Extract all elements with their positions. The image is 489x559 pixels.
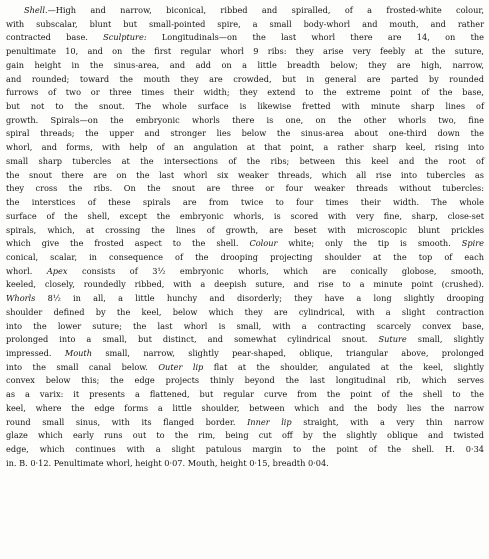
text-line xyxy=(6,361,484,375)
text-line xyxy=(6,114,484,128)
text-line xyxy=(6,224,484,238)
text-line xyxy=(6,416,484,430)
text-line xyxy=(6,31,484,45)
text-run: —High and narrow, biconical, ribbed and spiralled, of a frosted-white colour, xyxy=(47,5,484,15)
text-run: the snout there are on the last whorl six weaker threads, which all rise into tubercles as xyxy=(6,169,484,180)
text-line xyxy=(6,182,484,196)
text-run: surface of the shell, except the embryonic whorls, is scored with very fine, sharp, close-set xyxy=(6,210,484,221)
text-run: gain height in the sinus-area, and add on a little breadth below; they are high, narrow, xyxy=(6,59,484,70)
text-run: in. B. 0·12. Penultimate whorl, height 0·07. Mouth, height 0·15, breadth 0·04. xyxy=(6,457,329,468)
text-run: the interstices of these spirals are from twice to four times their width. The whole xyxy=(6,197,484,208)
text-run: they cross the ribs. On the snout are three or four weaker threads without tubercles: xyxy=(6,183,484,194)
text-line xyxy=(6,18,484,32)
text-run: penultimate 10, and on the first regular whorl 9 ribs: they arise very feebly at the suture, xyxy=(6,46,484,57)
italic-heading-term: Whorls xyxy=(6,293,36,304)
text-run: keeled, closely, roundedly ribbed, with a deepish suture, and rise to a minute point (crushed). xyxy=(6,279,484,290)
italic-heading-term: Colour xyxy=(249,238,278,249)
text-run: glaze which early runs out to the rim, being cut off by the slightly oblique and twisted xyxy=(6,430,484,441)
text-run: consists of 3½ embryonic whorls, which are conically globose, smooth, xyxy=(67,265,484,276)
text-line xyxy=(6,169,484,183)
text-run: furrows of two or three times their width; they extend to the extreme point of the base, xyxy=(6,87,484,98)
italic-heading-term: Outer lip xyxy=(158,361,204,372)
italic-heading-term: Mouth xyxy=(64,347,92,358)
text-line xyxy=(6,251,484,265)
text-run: white; only the tip is smooth. xyxy=(277,238,462,249)
text-run: small, narrow, slightly pear-shaped, oblique, triangular above, prolonged xyxy=(91,347,484,358)
text-run: but not to the snout. The whole surface is likewise fretted with minute sharp lines of xyxy=(6,101,484,112)
text-run: growth. Spirals—on the embryonic whorls there is one, on the other whorls two, fine xyxy=(6,114,484,125)
italic-heading-term: Shell. xyxy=(24,5,48,15)
text-run: with subscalar, blunt but small-pointed spire, a small body-whorl and mouth, and rather xyxy=(6,18,484,29)
text-run: spiral threads; the upper and stronger lies below the sinus-area about one-third down the xyxy=(6,128,484,139)
text-line xyxy=(6,374,484,388)
text-run: spirals, which, at crossing the lines of growth, are beset with microscopic blunt prickles xyxy=(6,224,484,235)
italic-heading-term: Inner lip xyxy=(247,416,292,427)
text-line xyxy=(6,45,484,59)
text-run: edge, which continues with a slight patulous margin to the point of the shell. H. 0·34 xyxy=(6,444,484,454)
italic-heading-term: Spire xyxy=(461,238,484,249)
text-run: small sharp tubercles at the intersections of the ribs; between this keel and the root of xyxy=(6,155,484,166)
text-run: impressed. xyxy=(6,347,65,358)
text-line xyxy=(6,196,484,210)
text-line xyxy=(6,306,484,320)
text-run: keel, where the edge forms a little shoulder, between which and the body lies the narrow xyxy=(6,402,484,413)
text-line xyxy=(6,443,484,457)
text-line xyxy=(6,155,484,169)
text-run: Longitudinals—on the last whorl there are 14, on the xyxy=(146,32,484,43)
species-description-text xyxy=(6,4,484,470)
text-run: into the small canal below. xyxy=(6,361,159,372)
text-run: as a varix: it presents a flattened, but regular curve from the point of the shell to the xyxy=(6,389,484,400)
text-run: shoulder defined by the keel, below which they are cylindrical, with a slight contraction xyxy=(6,306,484,317)
italic-heading-term: Apex xyxy=(46,265,68,276)
text-line xyxy=(6,388,484,402)
text-line xyxy=(6,278,484,292)
text-line xyxy=(6,320,484,334)
text-run: flat at the shoulder, angulated at the keel, slightly xyxy=(203,361,484,372)
text-run: contracted base. xyxy=(6,32,104,43)
text-run: into the lower suture; the last whorl is small, with a contracting scarcely convex base, xyxy=(6,320,484,331)
text-run: round small sinus, with its flanged border. xyxy=(6,416,248,427)
text-run: and rounded; toward the mouth they are crowded, but in general are parted by rounded xyxy=(6,73,484,84)
text-line xyxy=(6,59,484,73)
italic-heading-term: Suture xyxy=(378,334,407,345)
italic-heading-term: Sculpture: xyxy=(103,32,147,43)
text-run: small, slightly xyxy=(406,334,484,345)
text-run: prolonged into a small, but distinct, and somewhat cylindrical snout. xyxy=(6,334,379,345)
text-run: conical, scalar, in consequence of the drooping projecting shoulder at the top of each xyxy=(6,251,484,262)
text-line xyxy=(6,347,484,361)
text-line xyxy=(6,429,484,443)
text-line xyxy=(6,100,484,114)
text-run: whorl, and forms, with help of an angulation at that point, a rather sharp keel, rising into xyxy=(6,142,484,153)
text-line xyxy=(6,457,484,471)
text-line xyxy=(6,402,484,416)
text-run: convex below this; the edge projects thinly beyond the last longitudinal rib, which serves xyxy=(6,375,484,386)
text-line xyxy=(6,73,484,87)
text-line xyxy=(6,86,484,100)
text-run: which give the frosted aspect to the shell. xyxy=(6,238,250,249)
text-run: whorl. xyxy=(6,265,47,276)
text-line xyxy=(6,237,484,251)
text-line xyxy=(6,210,484,224)
text-run: straight, with a very thin narrow xyxy=(291,416,484,427)
text-line xyxy=(6,4,484,18)
text-line xyxy=(6,141,484,155)
text-run: 8½ in all, a little hunchy and disorderly; they have a long slightly drooping xyxy=(35,293,484,304)
text-line xyxy=(6,127,484,141)
text-line xyxy=(6,292,484,306)
text-line xyxy=(6,333,484,347)
text-line xyxy=(6,265,484,279)
